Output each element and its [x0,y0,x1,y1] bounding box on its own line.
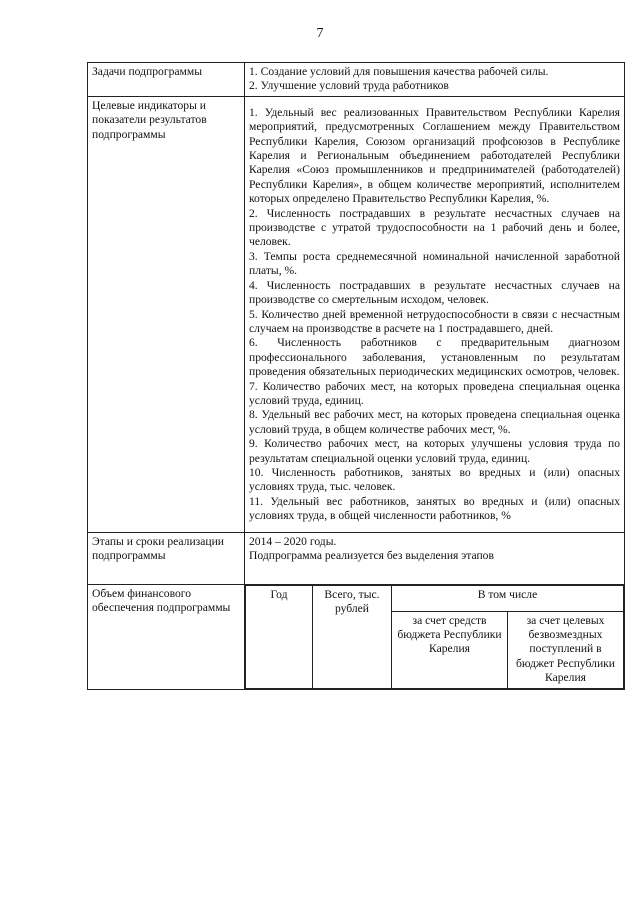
page-number: 7 [316,26,324,41]
funding-table [245,585,624,689]
tasks-content [245,63,625,97]
stages-row [88,532,625,584]
funding-row [88,584,625,689]
funding-label: Объем финансового обеспечения подпрограммы [88,584,245,689]
funding-col-total: Всего, тыс. рублей [313,585,392,688]
indicator-item: 1. Удельный вес реализованных Правительством Республики Карелия мероприятий, предусмотренных Соглашением между Правительством Республики Карелия, Союзом организаций профсоюзов в Республике Карелия и Региональным объединением работодателей Республики Карелия «Союз промышленников и предпринимателей (работодателей) Республики Карелия», в общем количестве мероприятий, исполнителем которых определено Правительство Республики Карелия, %. [249,105,620,206]
stages-content [245,532,625,584]
indicator-item: 2. Численность пострадавших в результате несчастных случаев на производстве с утратой трудоспособности на 1 рабочий день и более, человек. [249,206,620,249]
task-item: 2. Улучшение условий труда работников [249,79,449,93]
task-item: 1. Создание условий для повышения качества рабочей силы. [249,65,549,78]
indicator-item: 8. Удельный вес рабочих мест, на которых проведена специальная оценка условий труда, в общем количестве рабочих мест, %. [249,408,620,436]
funding-col-including: В том числе [392,585,624,611]
funding-content [245,584,625,689]
tasks-label: Задачи подпрограммы [88,63,245,97]
stage-item: Подпрограмма реализуется без выделения этапов [249,549,494,562]
indicator-item: 6. Численность работников с предварительным диагнозом профессионального заболевания, установленным по результатам проведения обязательных периодических медицинских осмотров, человек. [249,336,620,379]
indicator-item: 4. Численность пострадавших в результате несчастных случаев на производстве со смертельным исходом, человек. [249,278,620,307]
indicator-item: 3. Темпы роста среднемесячной номинальной начисленной заработной платы, %. [249,249,620,278]
stages-label: Этапы и сроки реализации подпрограммы [88,532,245,584]
indicator-item: 5. Количество дней временной нетрудоспособности в связи с несчастным случаем на производстве в расчете на 1 пострадавшего, дней. [249,307,620,335]
indicator-item: 9. Количество рабочих мест, на которых улучшены условия труда по результатам специальной оценки условий труда, единиц. [249,437,620,465]
stage-item: 2014 – 2020 годы. [249,534,337,548]
funding-col-federal: за счет целевых безвозмездных поступлений в бюджет Республики Карелия [508,611,624,688]
indicator-item: 11. Удельный вес работников, занятых во вредных и (или) опасных условиях труда, в общей численности работников, % [249,494,620,523]
subprogram-passport-table [87,62,625,690]
funding-col-year: Год [246,585,313,688]
indicators-label: Целевые индикаторы и показатели результатов подпрограммы [88,96,245,532]
tasks-row [88,63,625,97]
indicators-content [245,96,625,532]
indicator-item: 10. Численность работников, занятых во вредных и (или) опасных условиях труда, тыс. человек. [249,465,620,494]
indicator-item: 7. Количество рабочих мест, на которых проведена специальная оценка условий труда, единиц. [249,379,620,407]
funding-col-budget: за счет средств бюджета Республики Карелия [392,611,508,688]
indicators-row [88,96,625,532]
